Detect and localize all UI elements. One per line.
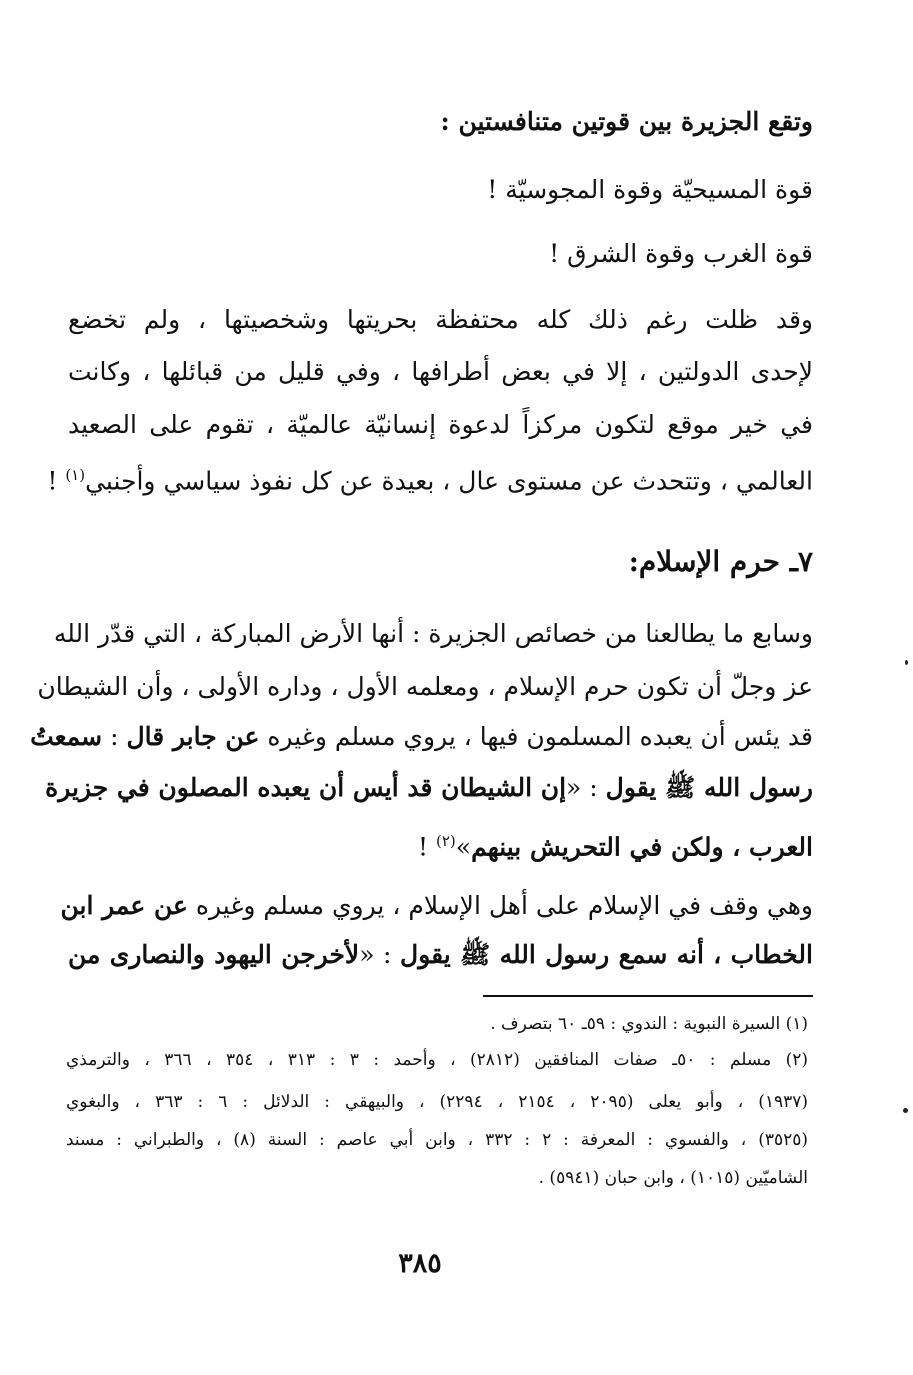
paragraph3-line-2-mid: : « bbox=[359, 940, 401, 969]
paragraph3-line-1-plain: وهي وقف في الإسلام على أهل الإسلام ، يروي مسلم وغيره bbox=[187, 891, 813, 920]
paragraph3-line-2-bold-2: لأخرجن اليهود والنصارى من bbox=[68, 940, 360, 969]
footnote-2-line-2: (١٩٣٧) ، وأبو يعلى (٢٠٩٥ ، ٢١٥٤ ، ٢٢٩٤) ، والبيهقي : الدلائل : ٦ : ٣٦٣ ، والبغوي bbox=[66, 1092, 809, 1112]
paragraph3-line-2-bold-1: الخطاب ، أنه سمع رسول الله ﷺ يقول bbox=[400, 940, 813, 969]
section-heading: ٧ـ حرم الإسلام: bbox=[628, 545, 813, 578]
paragraph2-line-3 bbox=[30, 719, 813, 755]
paragraph2-line-3-bold-1: عن جابر قال bbox=[126, 722, 260, 751]
paragraph2-line-5 bbox=[418, 823, 813, 865]
paragraph2-line-4-bold-1: رسول الله ﷺ يقول bbox=[605, 773, 813, 802]
paragraph3-line-1-bold: عن عمر ابن bbox=[60, 891, 188, 920]
intro-line-1: وتقع الجزيرة بين قوتين متنافستين : bbox=[440, 107, 813, 136]
scan-speck-2 bbox=[903, 1108, 908, 1113]
paragraph1-line-4-end: ! bbox=[47, 466, 66, 496]
paragraph1-line-2: لإحدى الدولتين ، إلا في بعض أطرافها ، وفي قليل من قبائلها ، وكانت bbox=[68, 357, 813, 386]
paragraph2-line-4-mid: : « bbox=[566, 773, 606, 802]
paragraph2-line-5-close: » bbox=[455, 832, 472, 862]
intro-line-3: قوة الغرب وقوة الشرق ! bbox=[549, 239, 813, 268]
paragraph1-line-3: في خير موقع لتكون مركزاً لدعوة إنسانيّة عالميّة ، تقوم على الصعيد bbox=[68, 410, 813, 439]
paragraph2-line-4-bold-2: إن الشيطان قد أيس أن يعبده المصلون في جزيرة bbox=[45, 773, 567, 802]
footnote-2-line-1: (٢) مسلم : ٥٠ـ صفات المنافقين (٢٨١٢) ، وأحمد : ٣ : ٣١٣ ، ٣٥٤ ، ٣٦٦ ، والترمذي bbox=[66, 1050, 809, 1070]
paragraph1-line-4-text: العالمي ، وتتحدث عن مستوى عال ، بعيدة عن كل نفوذ سياسي وأجنبي bbox=[85, 466, 813, 496]
footnote-2-line-4: الشاميّين (١٠١٥) ، وابن حبان (٥٩٤١) . bbox=[538, 1168, 808, 1188]
paragraph2-line-3-bold-2: سمعتُ bbox=[30, 722, 103, 751]
paragraph2-line-2: عز وجلّ أن تكون حرم الإسلام ، ومعلمه الأول ، وداره الأولى ، وأن الشيطان bbox=[37, 672, 813, 701]
paragraph3-line-1 bbox=[60, 888, 813, 924]
footnote-divider bbox=[483, 995, 813, 997]
paragraph1-line-4 bbox=[47, 457, 813, 499]
paragraph2-line-5-end: ! bbox=[417, 832, 436, 862]
intro-line-2: قوة المسيحيّة وقوة المجوسيّة ! bbox=[487, 175, 813, 204]
scan-speck-1 bbox=[905, 660, 908, 665]
paragraph2-line-5-bold: العرب ، ولكن في التحريش بينهم bbox=[471, 832, 813, 862]
paragraph3-line-2 bbox=[68, 937, 813, 973]
paragraph2-line-3-mid: : bbox=[102, 722, 127, 751]
paragraph2-line-4 bbox=[45, 770, 813, 806]
footnote-ref-1: (١) bbox=[65, 466, 86, 484]
paragraph1-line-1: وقد ظلت رغم ذلك كله محتفظة بحريتها وشخصيتها ، ولم تخضع bbox=[68, 305, 813, 334]
page-number: ٣٨٥ bbox=[398, 1248, 442, 1279]
footnote-2-line-3: (٣٥٢٥) ، والفسوي : المعرفة : ٢ : ٣٣٢ ، وابن أبي عاصم : السنة (٨) ، والطبراني : مسند bbox=[66, 1130, 808, 1150]
footnote-1: (١) السيرة النبوية : الندوي : ٥٩ـ ٦٠ بتصرف . bbox=[490, 1014, 808, 1034]
footnote-ref-2: (٢) bbox=[435, 832, 456, 850]
paragraph2-line-1: وسابع ما يطالعنا من خصائص الجزيرة : أنها الأرض المباركة ، التي قدّر الله bbox=[53, 619, 813, 648]
paragraph2-line-3-plain: قد يئس أن يعبده المسلمون فيها ، يروي مسلم وغيره bbox=[259, 722, 813, 751]
